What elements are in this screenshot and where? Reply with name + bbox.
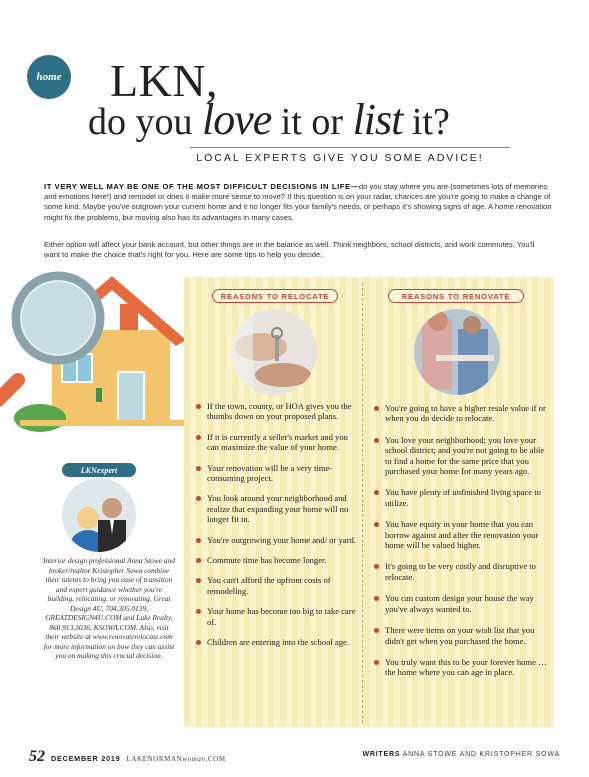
intro-paragraph-2: Either option will affect your bank account, but other things are in the balance as well. Think neighbors, school districts, and work commutes. You'll want to make the choice that's right for you. Here are some tips to help you decide: <box>44 240 535 260</box>
bullet-dot-icon <box>196 466 201 471</box>
intro-paragraph <box>44 182 552 223</box>
list-item: If the town, county, or HOA gives you the thumbs down on your proposed plans. <box>193 401 358 422</box>
title-it-or: it or <box>280 101 344 143</box>
title-rule <box>190 147 510 148</box>
experts-photo <box>62 478 136 552</box>
title-do-you: do you <box>88 101 193 143</box>
renovate-list <box>371 403 549 689</box>
bullet-dot-icon <box>374 596 379 601</box>
bullet-dot-icon <box>196 435 201 440</box>
house-illustration <box>0 268 190 438</box>
list-item: Children are entering into the school age. <box>193 637 358 647</box>
writers-names: ANNA STOWE AND KRISTOPHER SOWA <box>402 751 560 758</box>
list-item: If it is currently a seller's market and you can maximize the value of your home. <box>193 432 358 453</box>
bullet-dot-icon <box>374 522 379 527</box>
panel-divider <box>362 283 363 723</box>
bullet-dot-icon <box>196 558 201 563</box>
list-item: There were items on your wish list that you didn't get when you purchased the home. <box>371 625 549 646</box>
bullet-dot-icon <box>374 564 379 569</box>
title-line-1: LKN, <box>110 55 219 106</box>
list-item: Commute time has become longer. <box>193 555 358 565</box>
list-item: Your home has become too big to take care of. <box>193 606 358 627</box>
bullet-dot-icon <box>374 490 379 495</box>
title-it-q: it? <box>411 101 450 143</box>
lkn-expert-tag: LKNexpert <box>62 463 136 477</box>
bullet-dot-icon <box>374 438 379 443</box>
list-item: You love your neighborhood; you love your school district; and you're not going to be able to find a home for the same price that you purchased your home for many years ago. <box>371 435 549 477</box>
subtitle: LOCAL EXPERTS GIVE YOU SOME ADVICE! <box>196 152 484 164</box>
bullet-dot-icon <box>196 578 201 583</box>
list-item: You have plenty of unfinished living space to utilize. <box>371 487 549 508</box>
website: LAKENORMANwoman.COM <box>126 755 226 763</box>
list-item: You have equity in your home that you can borrow against and after the renovation your home will be valued higher. <box>371 519 549 550</box>
footer-writers <box>362 751 560 758</box>
intro-body: do you stay where you are (sometimes lots of memories and emotions here!) and remodel or does it make more sense to move? If this question is on your radar, chances are you're going to make a change of some kind. Maybe you've outgrown your current home and it no longer fits your family's needs, or perhaps it's showing signs of age. A home renovation might fix the problems, but moving also has its advantages in many cases. <box>44 182 552 222</box>
footer-left <box>29 748 226 766</box>
list-item: You truly want this to be your forever home … the home where you can age in place. <box>371 657 549 678</box>
relocate-list <box>193 401 358 658</box>
bullet-dot-icon <box>374 660 379 665</box>
keys-photo <box>231 309 317 395</box>
list-item: You can custom design your house the way you've always wanted to. <box>371 593 549 614</box>
list-item: You're going to have a higher resale value if or when you do decide to relocate. <box>371 403 549 424</box>
list-item: You look around your neighborhood and realize that expanding your home will no longer fit in. <box>193 493 358 524</box>
issue-date: DECEMBER 2019 <box>51 754 121 763</box>
title-love: love <box>202 95 272 144</box>
list-item: You're outgrowing your home and/ or yard. <box>193 535 358 545</box>
writers-label: WRITERS <box>362 751 401 758</box>
bullet-dot-icon <box>196 496 201 501</box>
renovate-heading: REASONS TO RENOVATE <box>388 289 524 303</box>
relocate-heading: REASONS TO RELOCATE <box>212 289 338 303</box>
bullet-dot-icon <box>196 640 201 645</box>
title-line-2 <box>88 95 450 144</box>
title-list: list <box>352 95 403 144</box>
section-badge: home <box>27 55 71 99</box>
list-item: It's going to be very costly and disruptive to relocate. <box>371 561 549 582</box>
intro-lead: IT VERY WELL MAY BE ONE OF THE MOST DIFFICULT DECISIONS IN LIFE— <box>44 182 359 191</box>
bullet-dot-icon <box>196 609 201 614</box>
bullet-dot-icon <box>196 538 201 543</box>
bullet-dot-icon <box>374 406 379 411</box>
page-number: 52 <box>29 748 45 765</box>
expert-bio: Interior design professional Anna Stowe and broker/realtor Kristopher Sowa combine their talents to bring you ease of transition and expert guidance whether you're building, relocating, or renovating. Great Design 4U, 704.305.0139, GREATDESIGN4U.COM and Lake Realty, 860.913.3036, KSOWA.COM. Also, visit their website at www.renovaterelocate.com for more information on how they can assist you on making this crucial decision. <box>42 556 175 660</box>
list-item: You can't afford the upfront costs of remodeling. <box>193 575 358 596</box>
list-item: Your renovation will be a very time-consuming project. <box>193 463 358 484</box>
renovating-couple-photo <box>414 309 500 395</box>
bullet-dot-icon <box>196 404 201 409</box>
bullet-dot-icon <box>374 628 379 633</box>
